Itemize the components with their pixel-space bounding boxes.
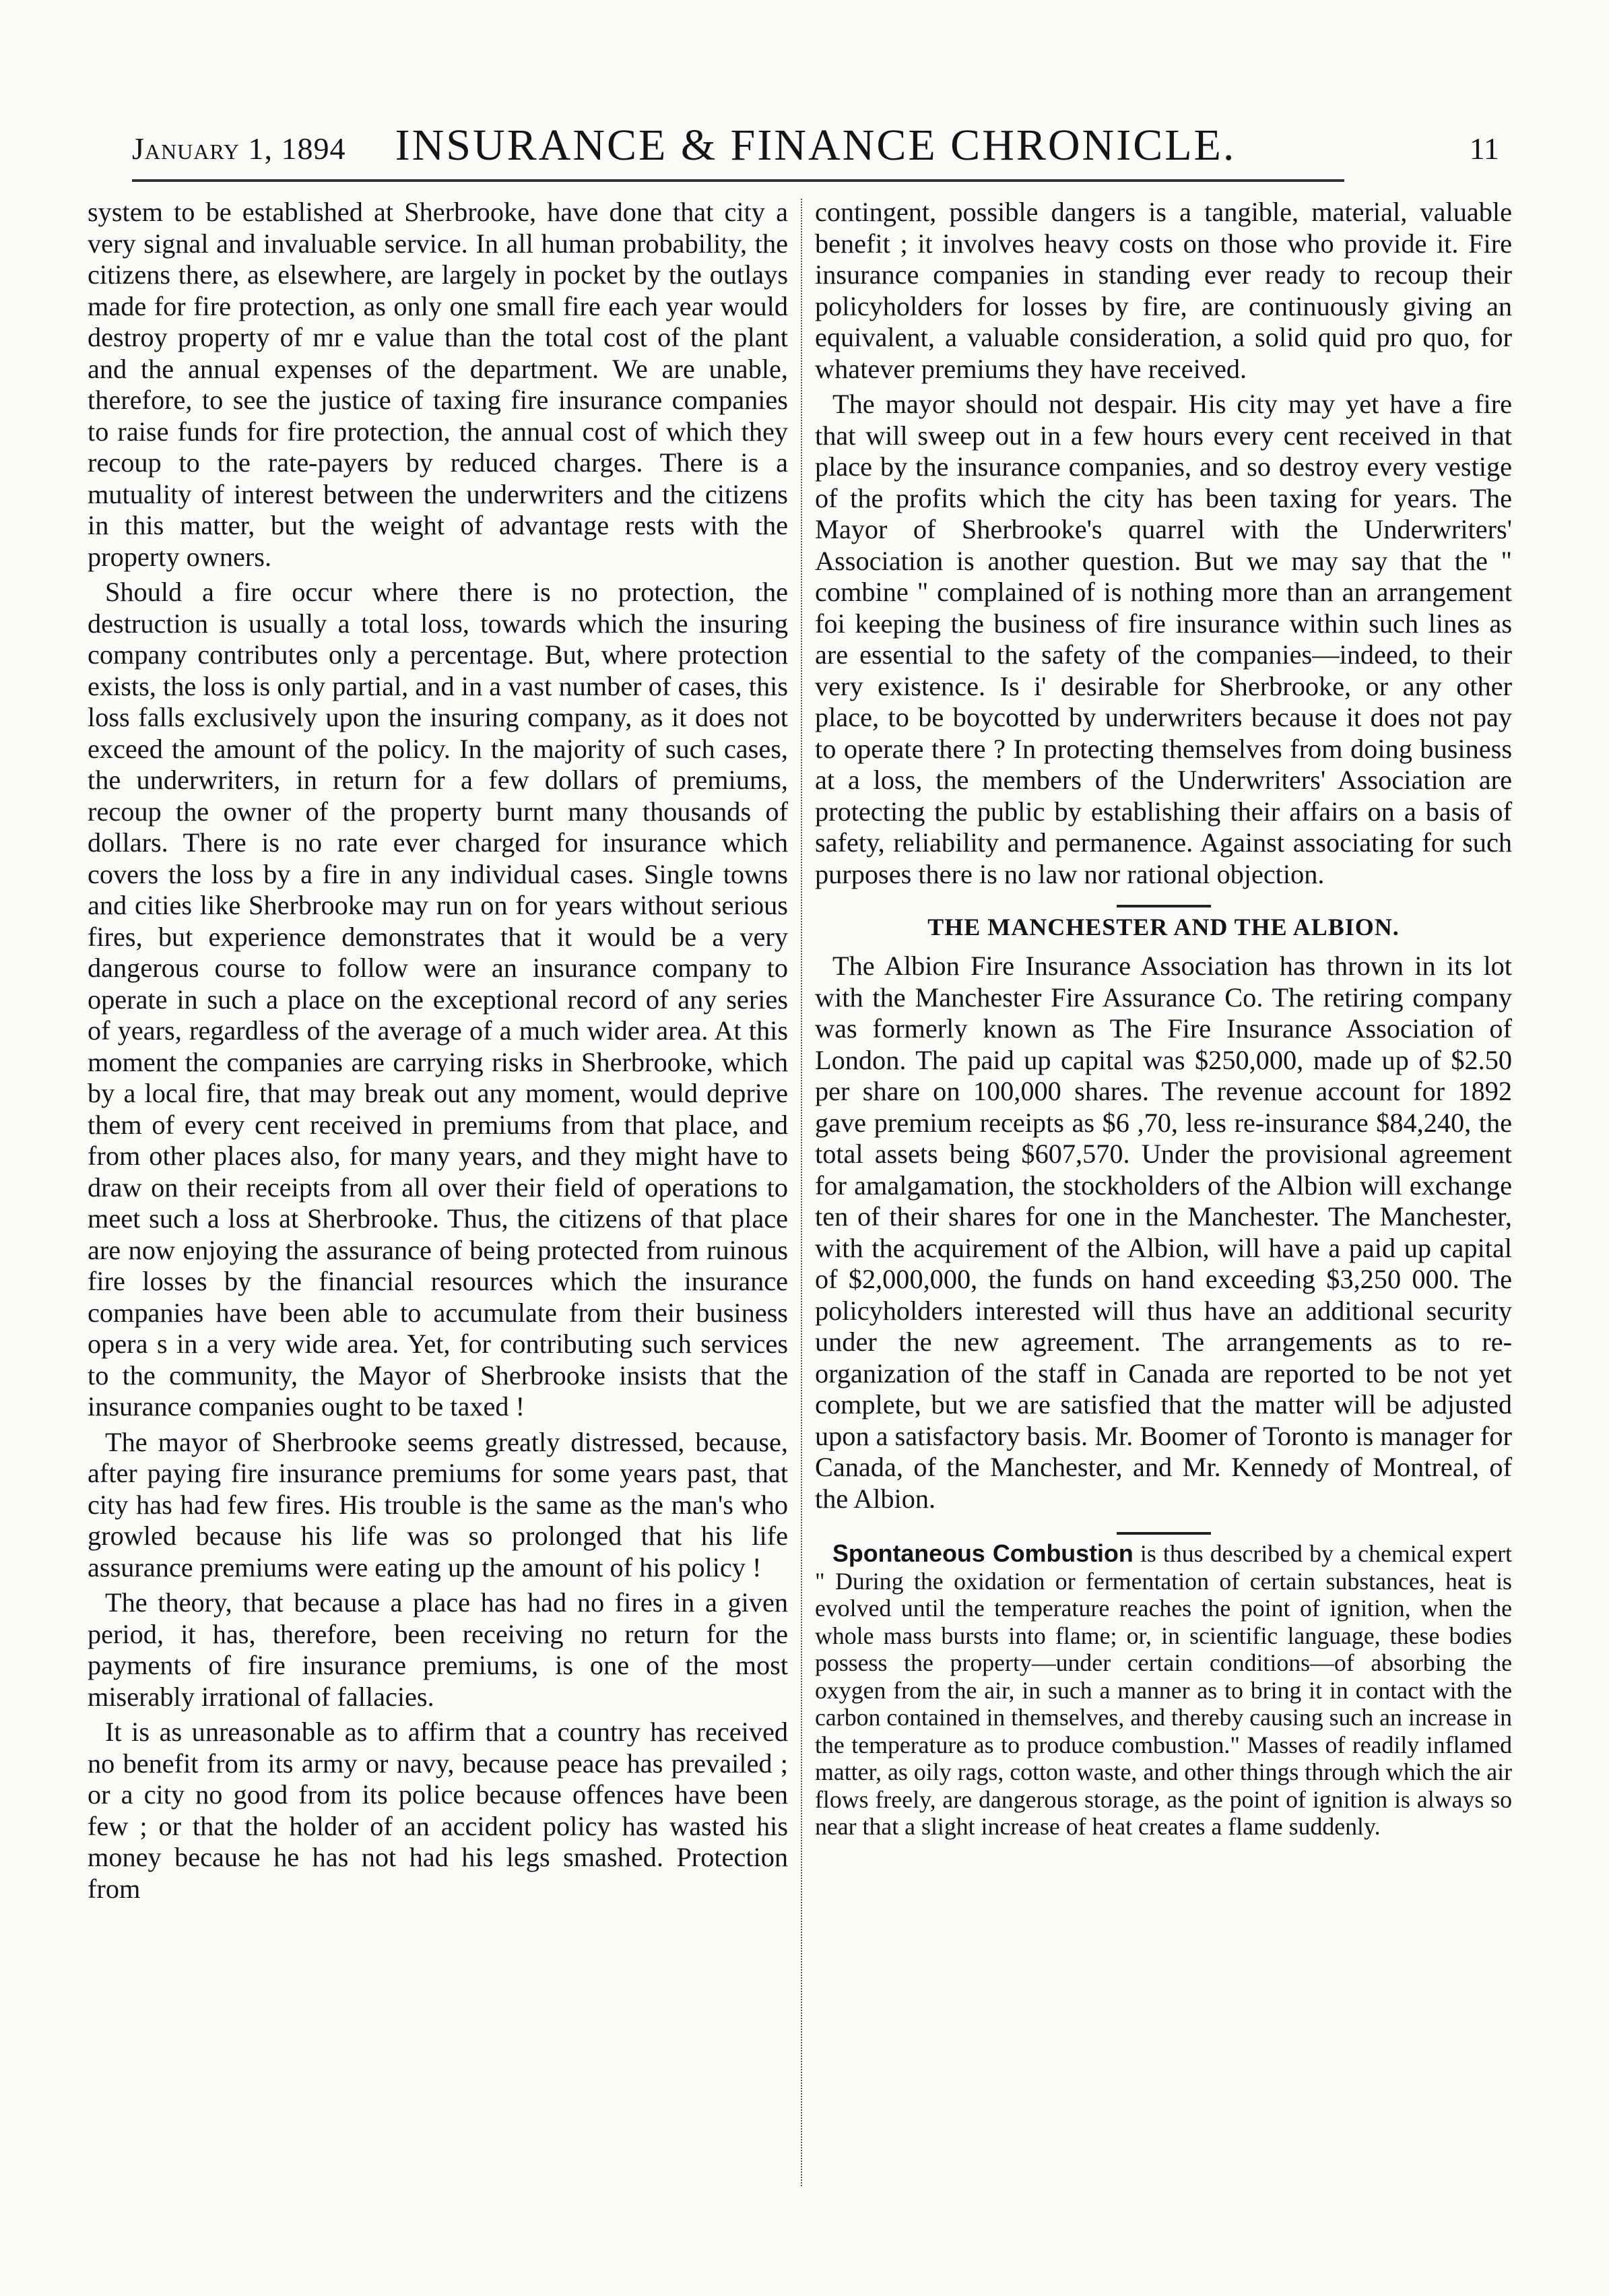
combustion-paragraph (815, 1540, 1512, 1841)
right-column (815, 197, 1512, 1841)
issue-date: January 1, 1894 (132, 131, 346, 166)
page-number: 11 (1469, 131, 1499, 166)
article-paragraph: contingent, possible dangers is a tangible, material, valuable benefit ; it involves heavy costs on those who provide it. Fire insurance companies in standing ever ready to recoup their policyholders for losses by fire, are continuously giving an equivalent, a valuable consideration, a solid quid pro quo, for whatever premiums they have received. (815, 197, 1512, 384)
article-paragraph: Should a fire occur where there is no protection, the destruction is usually a total loss, towards which the insuring company contributes only a percentage. But, where protection exists, the loss is only partial, and in a vast number of cases, this loss falls exclusively upon the insuring company, as it does not exceed the amount of the policy. In the majority of such cases, the underwriters, in return for a few dollars of premiums, recoup the owner of the property burnt many thousands of dollars. There is no rate ever charged for insurance which covers the loss by a fire in any individual cases. Single towns and cities like Sherbrooke may run on for years without serious fires, but experience demonstrates that it would be a very dangerous course to follow were an insurance company to operate in such a place on the exceptional record of any series of years, regardless of the average of a much wider area. At this moment the companies are carrying risks in Sherbrooke, which by a local fire, that may break out any moment, would deprive them of every cent received in premiums from that place, and from other places also, for many years, and they might have to draw on their receipts from all over their field of operations to meet such a loss at Sherbrooke. Thus, the citizens of that place are now enjoying the assurance of being protected from ruinous fire losses by the financial resources which the insurance companies have been able to accumulate from their business opera s in a very wide area. Yet, for contributing such services to the community, the Mayor of Sherbrooke insists that the insurance companies ought to be taxed ! (88, 577, 788, 1422)
column-divider (801, 199, 802, 2186)
article-paragraph: system to be established at Sherbrooke, have done that city a very signal and invaluable service. In all human probability, the citizens there, as elsewhere, are largely in pocket by the outlays made for fire protection, as only one small fire each year would destroy property of mr e value than the total cost of the plant and the annual expenses of the department. We are unable, therefore, to see the justice of taxing fire insurance companies to raise funds for fire protection, the annual cost of which they recoup to the rate-payers by reduced charges. There is a mutuality of interest between the underwriters and the citizens in this matter, but the weight of advantage rests with the property owners. (88, 197, 788, 572)
paragraph-lead: Spontaneous Combustion (832, 1540, 1134, 1567)
left-column (88, 197, 788, 1905)
publication-title: INSURANCE & FINANCE CHRONICLE. (395, 121, 1237, 170)
article-paragraph: The theory, that because a place has had no fires in a given period, it has, therefore, been receiving no return for the payments of fire insurance premiums, is one of the most miserably irrational of fallacies. (88, 1587, 788, 1712)
article-paragraph: It is as unreasonable as to affirm that a country has received no benefit from its army or navy, because peace has prevailed ; or a city no good from its police because offences have been few ; or that the holder of an accident policy has wasted his money because he has not had his legs smashed. Protection from (88, 1717, 788, 1904)
article-paragraph: The mayor of Sherbrooke seems greatly distressed, because, after paying fire insurance premiums for some years past, that city has had few fires. His trouble is the same as the man's who growled because his life was so prolonged that his life assurance premiums were eating up the amount of his policy ! (88, 1426, 788, 1583)
article-paragraph: The mayor should not despair. His city may yet have a fire that will sweep out in a few hours every cent received in that place by the insurance companies, and so destroy every vestige of the profits which the city has been taxing for years. The Mayor of Sherbrooke's quarrel with the Underwriters' Association is another question. But we may say that the " combine " complained of is nothing more than an arrangement foi keeping the business of fire insurance within such lines as are essential to the safety of the companies—indeed, to their very existence. Is i' desirable for Sherbrooke, or any other place, to be boycotted by underwriters because it does not pay to operate there ? In protecting themselves from doing business at a loss, the members of the Underwriters' Association are protecting the public by establishing their affairs on a basis of safety, reliability and permanence. Against associating for such purposes there is no law nor rational objection. (815, 389, 1512, 889)
header-rule (132, 179, 1344, 182)
masthead (132, 120, 1499, 174)
section-rule (1117, 1532, 1211, 1535)
section-rule (1117, 905, 1211, 907)
section-heading: THE MANCHESTER AND THE ALBION. (927, 914, 1400, 940)
article-paragraph: The Albion Fire Insurance Association has thrown in its lot with the Manchester Fire Assurance Co. The retiring company was formerly known as The Fire Insurance Association of London. The paid up capital was $250,000, made up of $2.50 per share on 100,000 shares. The revenue account for 1892 gave premium receipts as $6 ,70, less re-insurance $84,240, the total assets being $607,570. Under the provisional agreement for amalgamation, the stockholders of the Albion will exchange ten of their shares for one in the Manchester. The Manchester, with the acquirement of the Albion, will have a paid up capital of $2,000,000, the funds on hand exceeding $3,250 000. The policyholders interested will thus have an additional security under the new agreement. The arrangements as to re-organization of the staff in Canada are reported to be not yet complete, but we are satisfied that the matter will be adjusted upon a satisfactory basis. Mr. Boomer of Toronto is manager for Canada, of the Manchester, and Mr. Kennedy of Montreal, of the Albion. (815, 951, 1512, 1514)
paragraph-text: is thus described by a chemical expert " During the oxidation or fermentation of certain substances, heat is evolved until the temperature reaches the point of ignition, when the whole mass bursts into flame; or, in scientific language, these bodies possess the property—under certain conditions—of absorbing the oxygen from the air, in such a manner as to bring it in contact with the carbon contained in themselves, and thereby causing such an increase in the temperature as to produce combustion." Masses of readily inflamed matter, as oily rags, cotton waste, and other things through which the air flows freely, are dangerous storage, as the point of ignition is always so near that a slight increase of heat creates a flame suddenly. (815, 1540, 1512, 1840)
